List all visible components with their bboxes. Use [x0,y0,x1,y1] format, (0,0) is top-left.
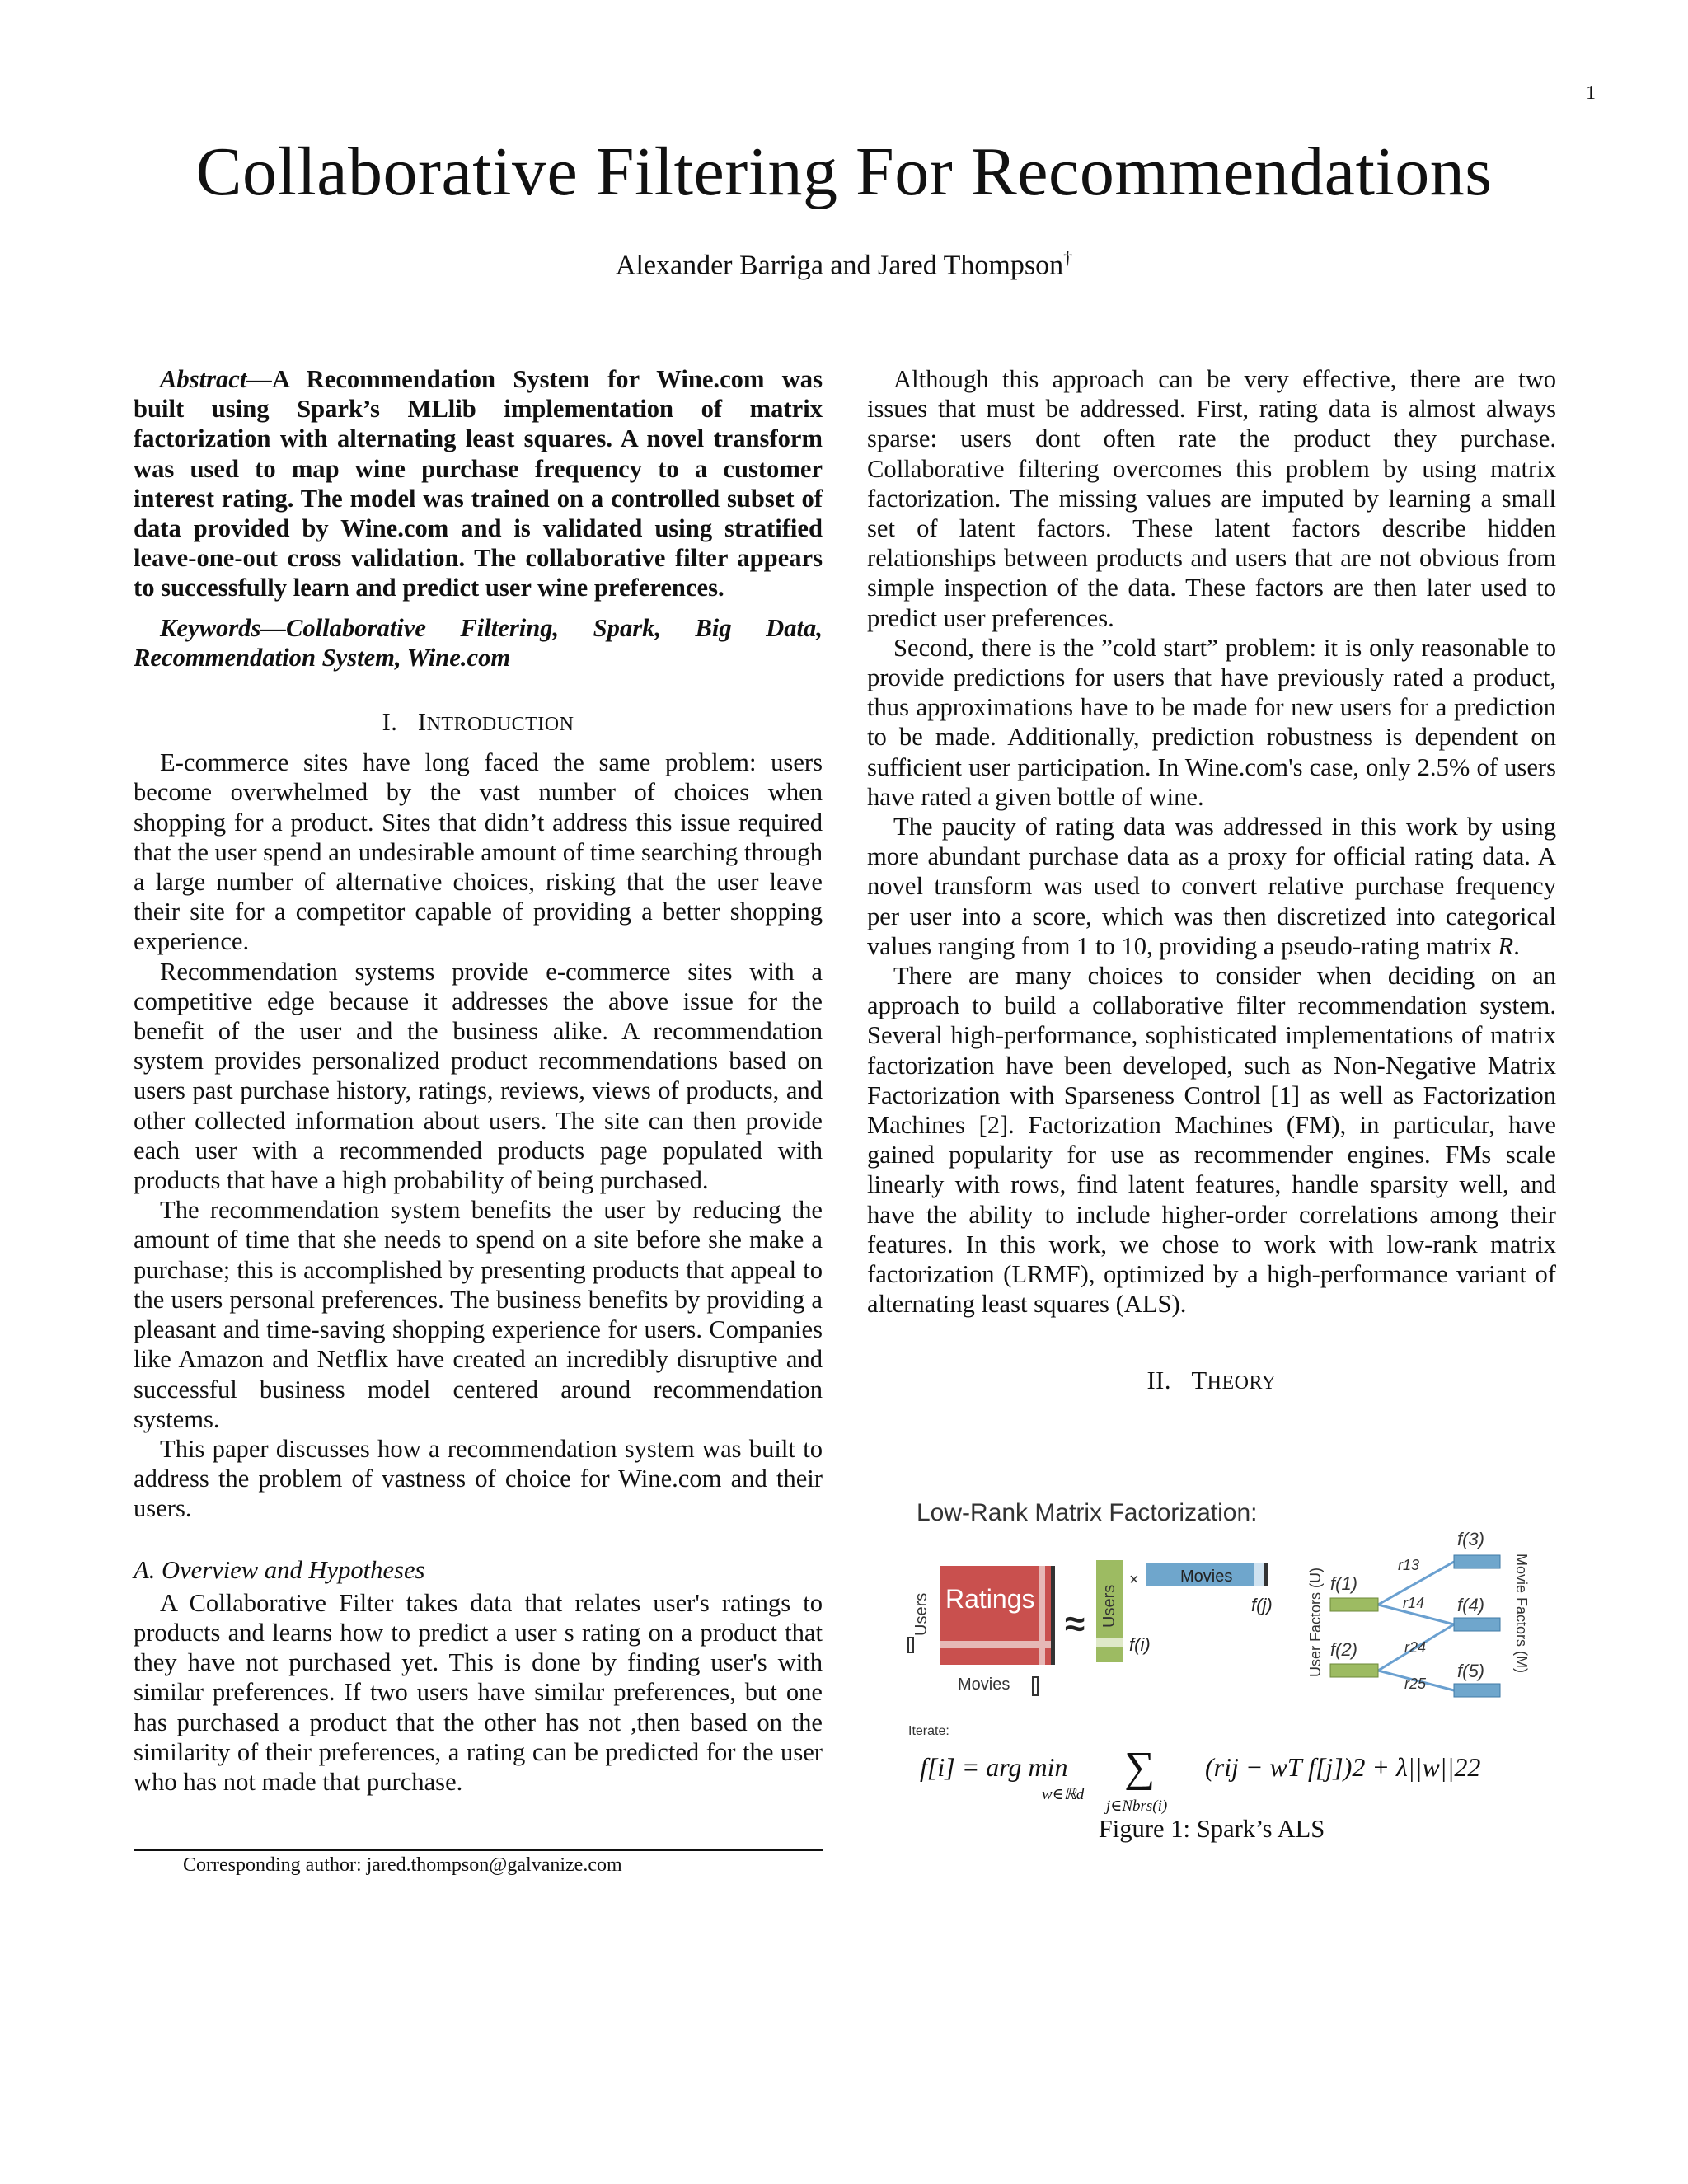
body-paragraph-issues: Although this approach can be very effective, there are two issues that must be addressed. First, rating data is almost always sparse: users dont often rate the product they purchase. Collaborative filtering overcomes this problem by using matrix factorization. The missing values are imputed by learning a small set of latent factors. These latent factors describe hidden relationships between products and users that are not obvious from simple inspection of the data. These factors are then later used to predict user preferences. [867,365,1556,632]
users-axis-label: Users [912,1592,931,1636]
intro-paragraph-1: E-commerce sites have long faced the same problem: users become overwhelmed by the vast number of choices when shopping for a product. Sites that didn’t address this issue required that the user spend an undesirable amount of time searching through a large number of alternative choices, risking that the user leave their site for a competitor capable of providing a better shopping experience. [134,748,823,956]
ratings-label: Ratings [945,1584,1035,1614]
body-paragraph-cold-start: Second, there is the ”cold start” problem: it is only reasonable to provide predictions for users that have previously rated a product, thus approximations have to be made for new users for a prediction to be made. Additionally, prediction robustness is dependent on sufficient user participation. In Wine.com's case, only 2.5% of users have rated a given bottle of wine. [867,633,1556,811]
footnote: Corresponding author: jared.thompson@galvanize.com [183,1854,622,1876]
movie-factor-edge [1264,1563,1268,1586]
authors: Alexander Barriga and Jared Thompson [615,250,1064,281]
movies-factor-label: Movies [1180,1568,1233,1586]
author-mark: † [1063,247,1073,268]
intro-paragraph-2: Recommendation systems provide e-commerce sites with a competitive edge because it addresses the above issue for the benefit of the user and the business alike. A recommendation system provides personalized product recommendations based on users past purchase history, ratings, reviews, views of products, and other collected information about users. The site can then provide each user with a recommended products page populated with products that have a high probability of being purchased. [134,957,823,1195]
keywords [134,613,823,673]
paucity-end: . [1513,931,1520,960]
subsection-heading-overview: A. Overview and Hypotheses [134,1555,425,1584]
f5-label: f(5) [1457,1661,1484,1681]
figure-caption: Figure 1: Spark’s ALS [1098,1815,1325,1843]
rating-matrix-symbol: R [1498,931,1514,960]
author-line [0,247,1688,281]
f2-label: f(2) [1330,1639,1357,1660]
paper-title: Collaborative Filtering For Recommendations [195,134,1493,210]
approx-symbol: ≈ [1065,1604,1085,1644]
movie-node-3 [1454,1555,1500,1568]
overview-paragraph-1: A Collaborative Filter takes data that relates user's ratings to products and learns how to predict a user s rating on a product that they have not purchased yet. This is done by finding user's with similar preferences. If two users have similar preferences, but one has purchased a product that the other has not ,then based on the similarity of their preferences, a rating can be predicted for the user who has not made that purchase. [134,1588,823,1796]
section-initial: T [1191,1366,1207,1394]
section-initial: I [417,708,427,737]
equation-lhs: f[i] = arg min [920,1752,1068,1782]
equation-under-min: w∈ℝd [1042,1786,1085,1803]
keywords-label: Keywords— [160,613,286,642]
r13-label: r13 [1398,1557,1420,1573]
iterate-label: Iterate: [908,1724,950,1738]
ratings-col-edge [1051,1566,1055,1665]
equation-under-sum: j∈Nbrs(i) [1106,1797,1168,1815]
section-number: II. [1146,1366,1172,1394]
movie-factor-highlight [1254,1563,1264,1586]
equation-body: (rij − wT f[j])2 + λ||w||22 [1205,1752,1481,1782]
intro-paragraph-4: This paper discusses how a recommendation system was built to address the problem of vastness of choice for Wine.com and their users. [134,1434,823,1523]
section-number: I. [382,708,398,737]
user-node-2 [1330,1664,1378,1677]
ratings-matrix [940,1566,1055,1665]
section-rest: NTRODUCTION [426,714,574,736]
section-rest: HEORY [1207,1371,1277,1394]
abstract-text: A Recommendation System for Wine.com was built using Spark’s MLlib implementation of matrix factorization with alternating least squares. A novel transform was used to map wine purchase frequency to a customer interest rating. The model was trained on a controlled subset of data provided by Wine.com and is validated using stratified leave-one-out cross validation. The collaborative filter appears to successfully learn and predict user wine preferences. [134,365,823,602]
section-heading-theory [867,1366,1556,1398]
equation-sum: ∑ [1124,1744,1156,1791]
times-symbol: × [1129,1571,1139,1589]
r14-label: r14 [1403,1595,1425,1611]
f-i-label: f(i) [1129,1634,1151,1655]
section-heading-introduction [134,707,823,739]
body-paragraph-paucity [867,812,1556,961]
ratings-col-highlight [1039,1566,1045,1665]
movies-axis-label: Movies [958,1675,1010,1694]
intro-paragraph-3: The recommendation system benefits the user by reducing the amount of time that she needs to spend on a site before she make a purchase; this is accomplished by presenting products that appeal to the users personal preferences. The business benefits by providing a pleasant and time-saving shopping experience for users. Companies like Amazon and Netflix have created an incredibly disruptive and successful business model centered around recommendation systems. [134,1196,823,1433]
keywords-text: Collaborative Filtering, Spark, Big Data, Recommendation System, Wine.com [134,613,823,672]
user-factor-highlight [1096,1638,1123,1647]
users-marker [908,1638,913,1652]
right-column [867,364,1556,1406]
user-factors-axis-label: User Factors (U) [1307,1567,1324,1677]
movies-marker [1033,1677,1038,1695]
ratings-row-highlight [940,1641,1055,1648]
f4-label: f(4) [1457,1595,1484,1615]
users-factor-label: Users [1100,1584,1118,1628]
r24-label: r24 [1404,1639,1427,1656]
footnote-rule [134,1849,823,1851]
abstract-label: Abstract— [160,365,272,393]
f-j-label: f(j) [1251,1595,1273,1615]
movie-factors-axis-label: Movie Factors (M) [1513,1554,1530,1674]
user-node-1 [1330,1598,1378,1611]
paucity-text: The paucity of rating data was addressed in this work by using more abundant purchase data as a proxy for official rating data. A novel transform was used to convert relative purchase frequency per user into a score, which was then discretized into categorical values ranging from 1 to 10, providing a pseudo-rating matrix [867,813,1556,960]
figure-heading: Low-Rank Matrix Factorization: [917,1499,1258,1526]
page-number: 1 [1586,82,1596,104]
movie-node-5 [1454,1684,1500,1697]
left-column [134,364,823,1797]
abstract [134,364,823,603]
f1-label: f(1) [1330,1573,1357,1594]
als-diagram [867,1488,1556,1817]
movie-node-4 [1454,1618,1500,1631]
body-paragraph-choices: There are many choices to consider when deciding on an approach to build a collaborative filter recommendation system. Several high-performance, sophisticated implementations of matrix factorization have been developed, such as Non-Negative Matrix Factorization with Sparseness Control [1] as well as Factorization Machines [2]. Factorization Machines (FM), in particular, have gained popularity for use as recommender engines. FMs scale linearly with rows, find latent features, handle sparsity well, and have the ability to include higher-order correlations among their features. In this work, we chose to work with low-rank matrix factorization (LRMF), optimized by a high-performance variant of alternating least squares (ALS). [867,962,1556,1319]
als-figure [867,1488,1556,1842]
f3-label: f(3) [1457,1529,1484,1549]
r25-label: r25 [1404,1675,1427,1692]
